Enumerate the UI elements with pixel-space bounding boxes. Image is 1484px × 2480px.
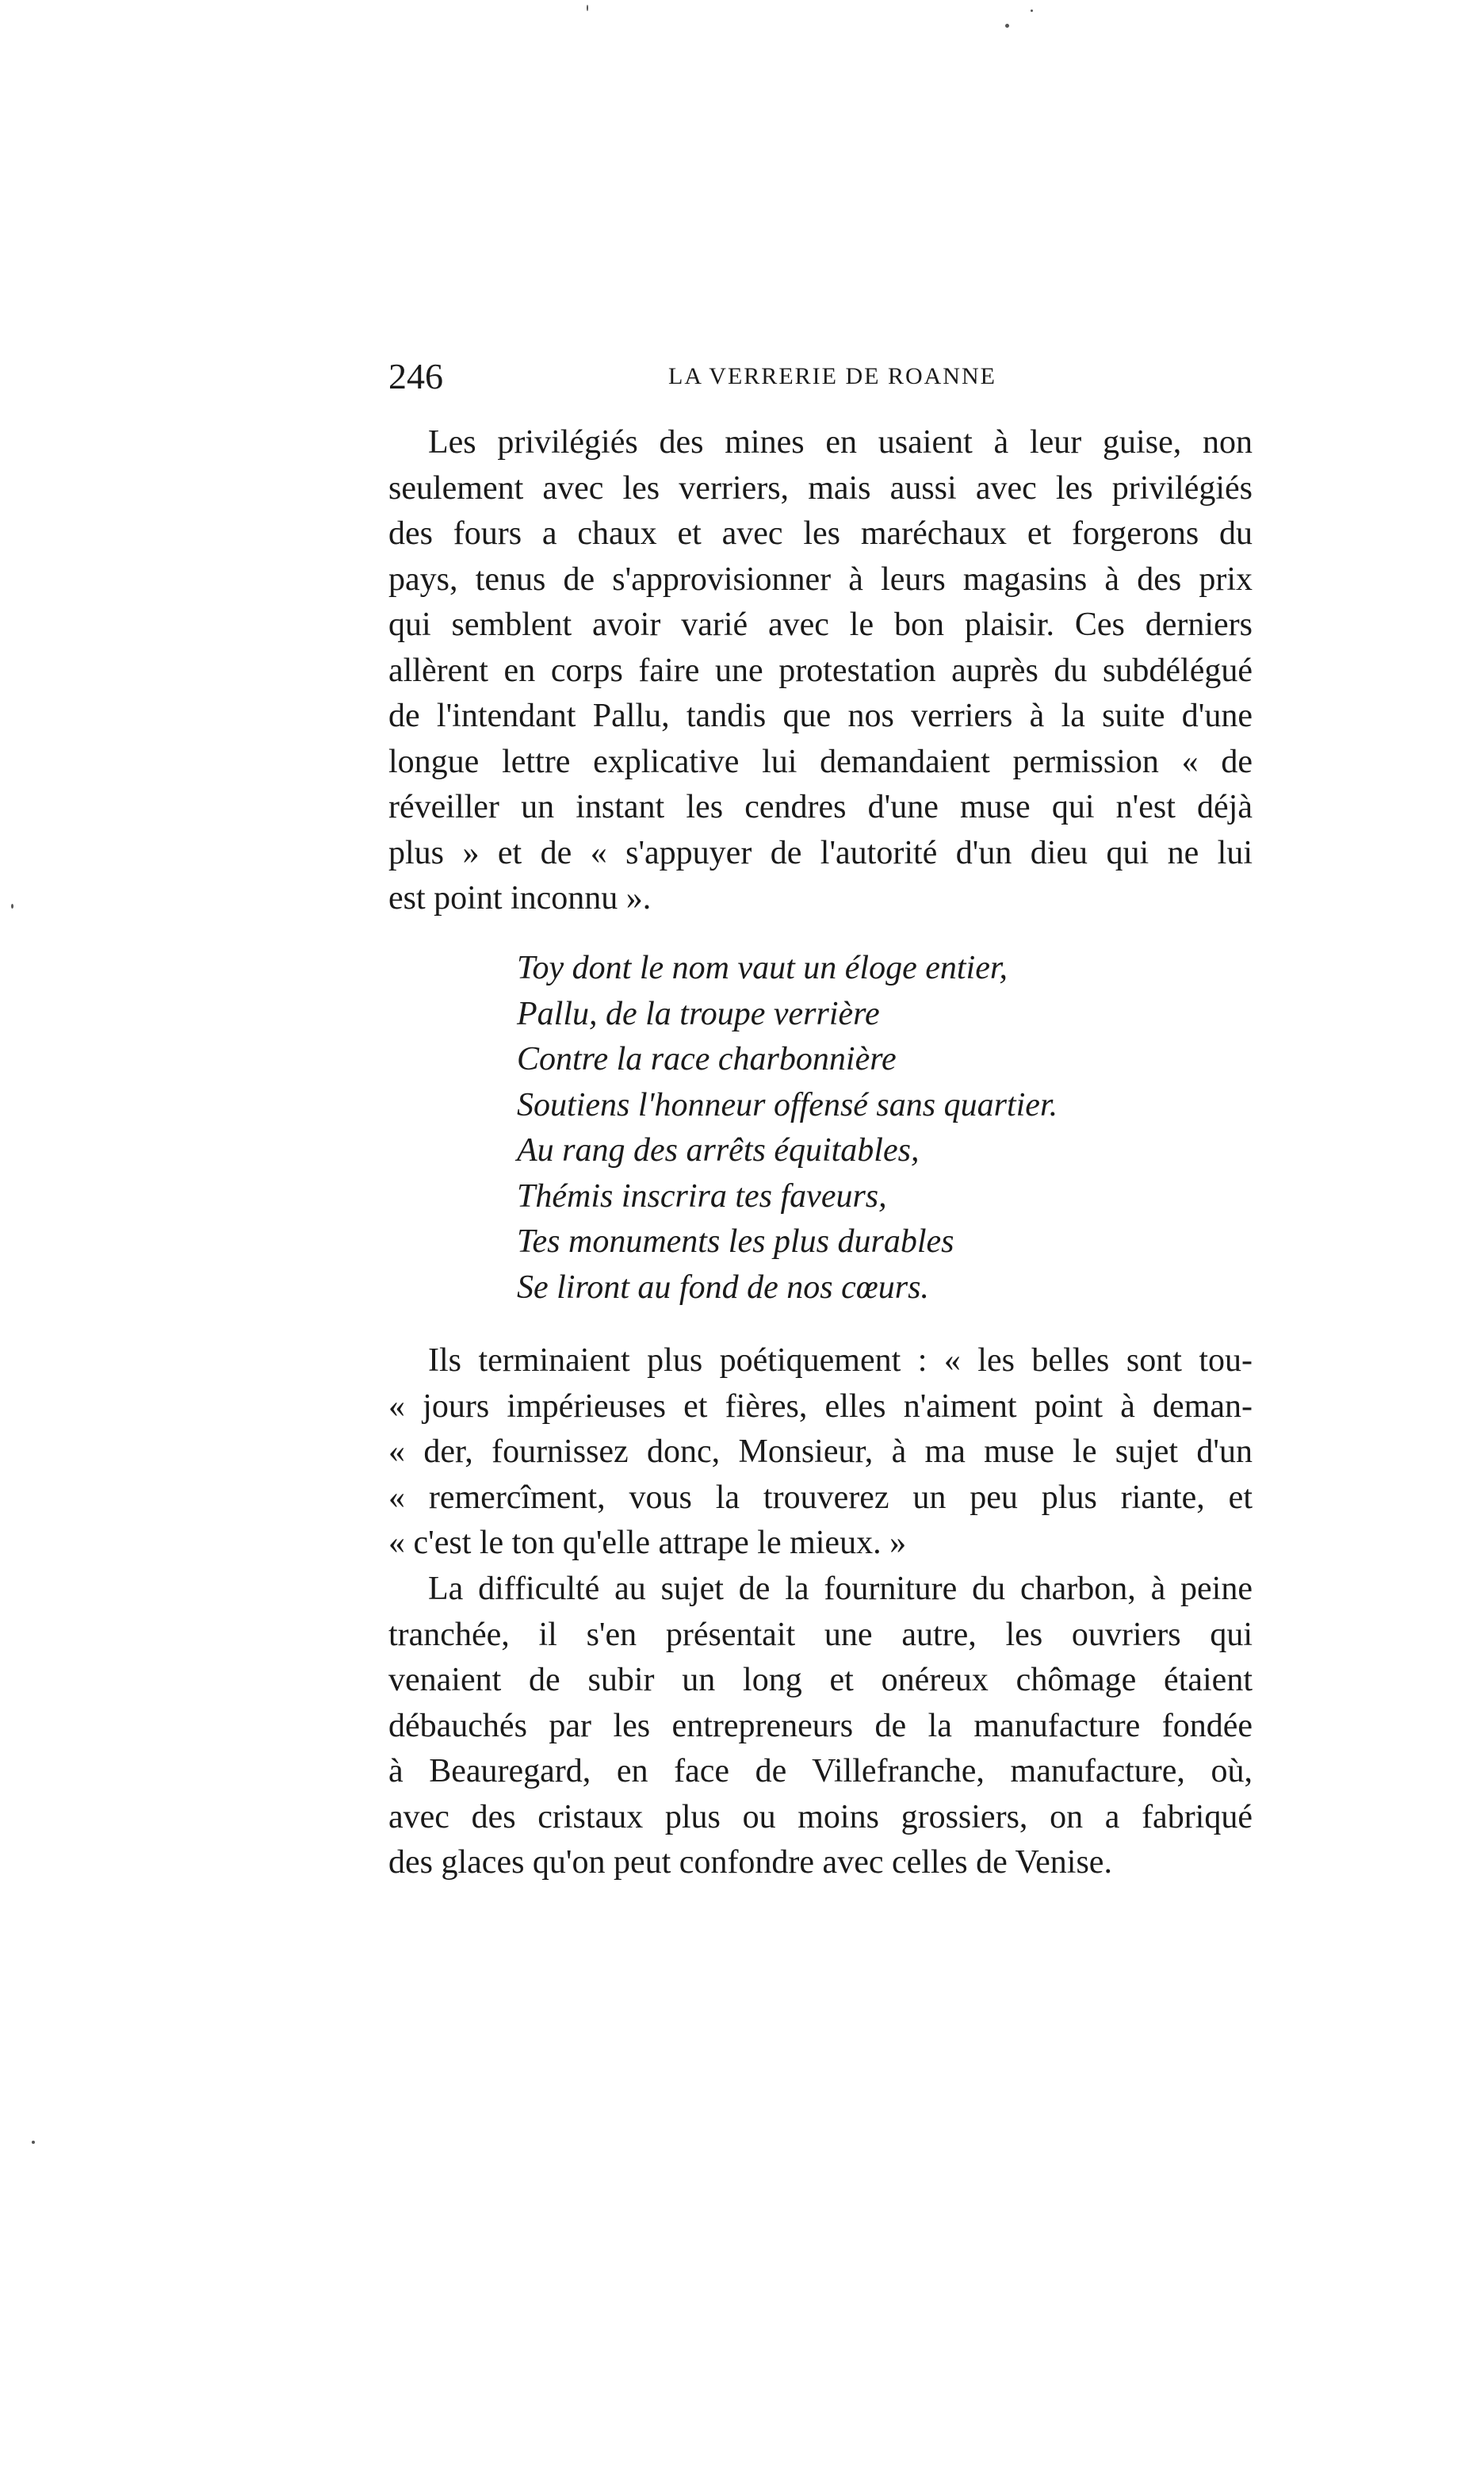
text-line: Ils terminaient plus poétiquement : « les belles sont tou- bbox=[428, 1342, 1253, 1379]
text-line: venaient de subir un long et onéreux chômage étaient bbox=[388, 1662, 1253, 1698]
text-line: avec des cristaux plus ou moins grossiers, on a fabriqué bbox=[388, 1798, 1253, 1835]
text-line: Les privilégiés des mines en usaient à leur guise, non bbox=[428, 424, 1253, 461]
scan-speck bbox=[587, 5, 588, 11]
text-line: à Beauregard, en face de Villefranche, manufacture, où, bbox=[388, 1753, 1253, 1789]
verse-line: Se liront au fond de nos cœurs. bbox=[517, 1269, 929, 1306]
text-line: « der, fournissez donc, Monsieur, à ma muse le sujet d'un bbox=[388, 1433, 1253, 1470]
text-line: « remercîment, vous la trouverez un peu plus riante, et bbox=[388, 1479, 1253, 1516]
text-line: allèrent en corps faire une protestation auprès du subdélégué bbox=[388, 652, 1253, 689]
text-line: de l'intendant Pallu, tandis que nos verriers à la suite d'une bbox=[388, 698, 1253, 734]
verse-line: Contre la race charbonnière bbox=[517, 1041, 897, 1077]
text-line: « jours impérieuses et fières, elles n'aiment point à deman- bbox=[388, 1387, 1253, 1425]
running-title: LA VERRERIE DE ROANNE bbox=[668, 363, 996, 389]
text-line: débauchés par les entrepreneurs de la manufacture fondée bbox=[388, 1707, 1253, 1744]
scan-speck bbox=[1005, 24, 1009, 28]
paragraph-poetic-close bbox=[388, 1338, 1253, 1567]
text-line: qui semblent avoir varié avec le bon plaisir. Ces derniers bbox=[388, 607, 1253, 643]
text-line: tranchée, il s'en présentait une autre, les ouvriers qui bbox=[388, 1616, 1253, 1653]
page-header bbox=[388, 349, 1253, 404]
verse-line: Tes monuments les plus durables bbox=[517, 1223, 954, 1260]
text-line: des fours a chaux et avec les maréchaux et forgerons du bbox=[388, 515, 1253, 552]
verse-line: Soutiens l'honneur offensé sans quartier. bbox=[517, 1086, 1058, 1123]
text-line: des glaces qu'on peut confondre avec celles de Venise. bbox=[388, 1844, 1112, 1881]
text-line: seulement avec les verriers, mais aussi avec les privilégiés bbox=[388, 469, 1253, 507]
scan-speck bbox=[11, 904, 13, 909]
text-line: est point inconnu ». bbox=[388, 880, 652, 917]
text-line: réveiller un instant les cendres d'une muse qui n'est déjà bbox=[388, 789, 1253, 825]
page-number: 246 bbox=[388, 356, 443, 396]
text-line: « c'est le ton qu'elle attrape le mieux. » bbox=[388, 1525, 907, 1561]
verse-line: Toy dont le nom vaut un éloge entier, bbox=[517, 950, 1008, 986]
paragraph-mines bbox=[388, 420, 1253, 922]
text-line: plus » et de « s'appuyer de l'autorité d'un dieu qui ne lui bbox=[388, 834, 1253, 871]
text-line: pays, tenus de s'approvisionner à leurs magasins à des prix bbox=[388, 561, 1253, 598]
text-line: longue lettre explicative lui demandaient permission « de bbox=[388, 743, 1253, 780]
verse-line: Au rang des arrêts équitables, bbox=[517, 1132, 920, 1169]
scan-speck bbox=[32, 2141, 35, 2144]
scan-speck bbox=[1031, 10, 1033, 12]
paragraph-beauregard bbox=[388, 1567, 1253, 1886]
verse-line: Thémis inscrira tes faveurs, bbox=[517, 1177, 887, 1215]
verse-line: Pallu, de la troupe verrière bbox=[517, 995, 880, 1032]
text-line: La difficulté au sujet de la fourniture du charbon, à peine bbox=[428, 1571, 1253, 1607]
verse-poem bbox=[517, 946, 1230, 1311]
